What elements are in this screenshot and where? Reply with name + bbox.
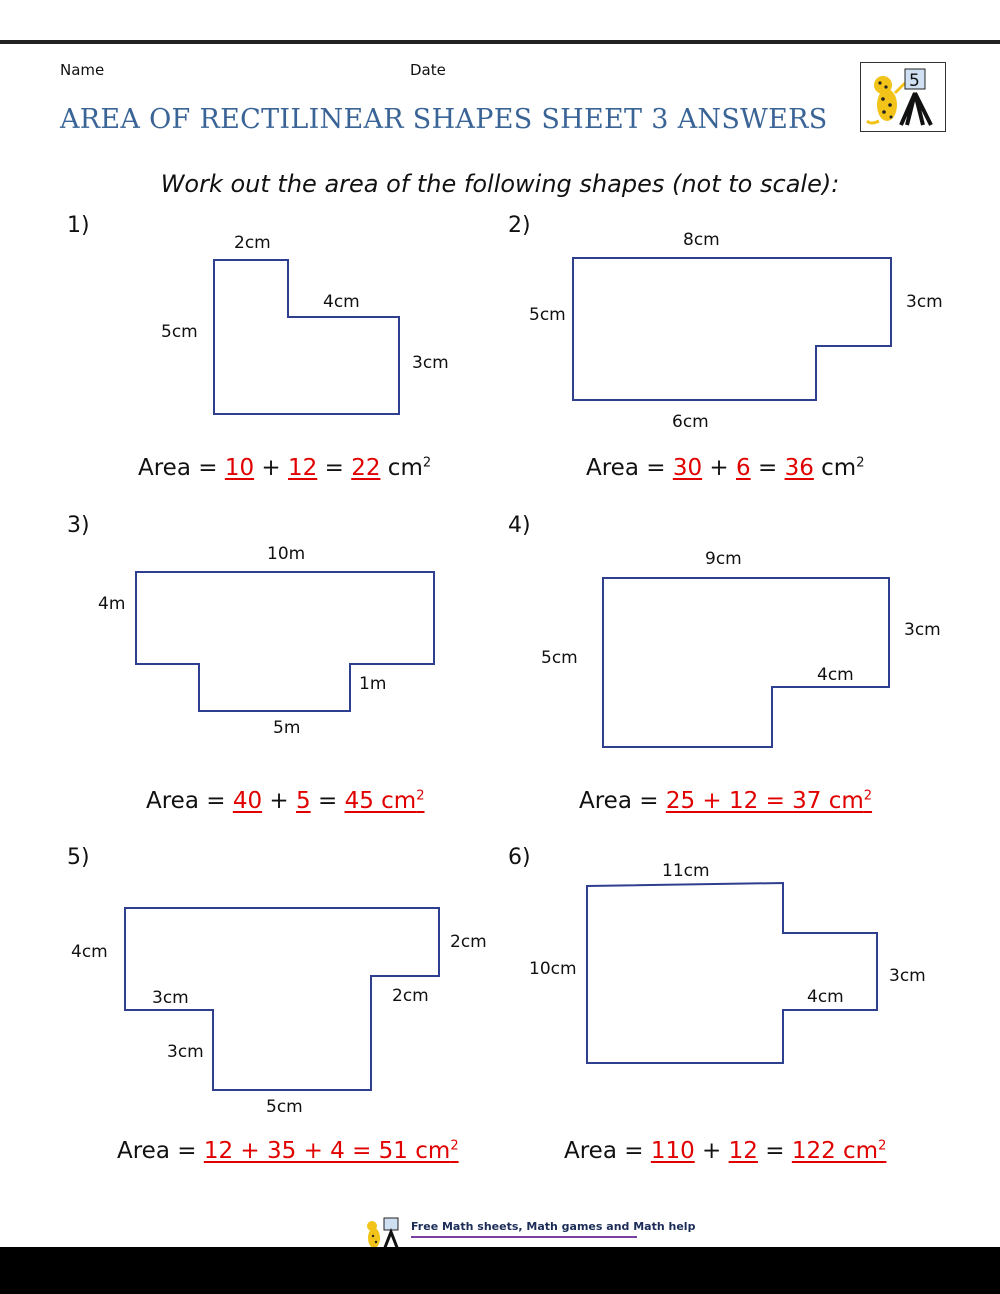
shape-5-label-left: 4cm — [71, 942, 108, 962]
answer-6: Area = 110 + 12 = 122 $cm^2$ — [564, 1138, 887, 1164]
shape-4-label-top: 9cm — [705, 549, 742, 569]
answer-1-part-1: 10 — [224, 455, 255, 481]
logo-number: 5 — [909, 71, 920, 91]
answer-3-exp: 2 — [416, 788, 425, 804]
shape-4 — [603, 578, 889, 747]
page-title: AREA OF RECTILINEAR SHAPES SHEET 3 ANSWERS — [60, 104, 828, 135]
answer-6-part-2: 12 — [728, 1138, 758, 1164]
shape-1-label-left: 5cm — [161, 322, 198, 342]
shape-2-label-right: 3cm — [906, 292, 943, 312]
shape-2-label-bottom: 6cm — [672, 412, 709, 432]
shape-5-label-stem: 3cm — [167, 1042, 204, 1062]
shape-1-label-top: 2cm — [234, 233, 271, 253]
answer-1-part-2: 12 — [288, 455, 318, 481]
answer-3-part-1: 40 — [232, 788, 263, 814]
answer-6-exp: 2 — [878, 1138, 887, 1154]
shape-5-label-right: 2cm — [450, 932, 487, 952]
answer-5-total — [204, 1138, 459, 1164]
question-number-5: 5) — [67, 845, 90, 870]
shape-3-label-step: 1m — [359, 674, 387, 694]
answer-4-prefix: Area = — [579, 788, 666, 814]
shape-1-label-right: 3cm — [412, 353, 449, 373]
question-number-1: 1) — [67, 213, 90, 238]
footer-rule — [411, 1236, 637, 1238]
answer-3: Area = 40 + 5 = 45 $cm^2$ — [146, 788, 425, 814]
answer-3-part-2: 5 — [296, 788, 311, 814]
answer-4-exp: 2 — [863, 788, 873, 804]
shape-6 — [587, 883, 877, 1063]
answer-2-part-1: 30 — [672, 455, 703, 481]
question-number-6: 6) — [508, 845, 531, 870]
name-label: Name — [60, 61, 105, 79]
answer-1-total: 22 — [351, 455, 381, 481]
answer-5 — [117, 1138, 459, 1164]
shape-6-label-right: 3cm — [889, 966, 926, 986]
answer-2-total: 36 — [784, 455, 814, 481]
answer-2-exp: 2 — [856, 455, 865, 471]
question-number-4: 4) — [508, 513, 531, 538]
answer-5-prefix: Area = — [117, 1138, 204, 1164]
answer-4 — [579, 788, 872, 814]
answer-6-total-text: 122 cm — [791, 1138, 879, 1164]
shape-3 — [136, 572, 434, 711]
shape-6-label-step: 4cm — [807, 987, 844, 1007]
answer-3-total — [345, 788, 425, 814]
shape-3-label-top: 10m — [267, 544, 306, 564]
instruction-text: Work out the area of the following shapes (not to scale): — [160, 170, 840, 198]
footer-easel-icon — [384, 1218, 398, 1247]
date-label: Date — [410, 61, 446, 79]
shape-5-label-right-step: 2cm — [392, 986, 429, 1006]
shape-2 — [573, 258, 891, 400]
shape-4-label-right: 3cm — [904, 620, 941, 640]
answer-1-prefix: Area = — [138, 455, 225, 481]
answer-4-text: 25 + 12 = 37 cm — [665, 788, 864, 814]
answer-2: Area = 30 + 6 = 36 $cm^2$ — [586, 455, 865, 481]
question-number-3: 3) — [67, 513, 90, 538]
answer-6-total — [792, 1138, 887, 1164]
shape-2-label-left: 5cm — [529, 305, 566, 325]
footer-logo — [362, 1216, 408, 1247]
answer-3-prefix: Area = — [146, 788, 233, 814]
question-number-2: 2) — [508, 213, 531, 238]
shape-1 — [214, 260, 399, 414]
shape-1-label-step: 4cm — [323, 292, 360, 312]
answer-4-total — [666, 788, 872, 814]
answer-2-part-2: 6 — [736, 455, 751, 481]
shape-5-label-left-step: 3cm — [152, 988, 189, 1008]
answer-1-unit: cm — [387, 455, 423, 481]
answer-2-unit: cm — [821, 455, 857, 481]
answer-5-exp: 2 — [450, 1138, 459, 1154]
answer-3-total-text: 45 cm — [344, 788, 417, 814]
shape-5-label-bottom: 5cm — [266, 1097, 303, 1117]
answer-5-text: 12 + 35 + 4 = 51 cm — [203, 1138, 451, 1164]
answer-2-prefix: Area = — [586, 455, 673, 481]
shape-3-label-bottom: 5m — [273, 718, 301, 738]
shape-4-label-step: 4cm — [817, 665, 854, 685]
shape-4-label-left: 5cm — [541, 648, 578, 668]
answer-6-part-1: 110 — [650, 1138, 695, 1164]
shape-6-label-top: 11cm — [662, 861, 710, 881]
shape-2-label-top: 8cm — [683, 230, 720, 250]
answer-1: Area = 10 + 12 = 22 $cm^2$ — [138, 455, 432, 481]
shape-3-label-left: 4m — [98, 594, 126, 614]
shape-6-label-left: 10cm — [529, 959, 577, 979]
footer-text: Free Math sheets, Math games and Math help — [411, 1220, 696, 1233]
footer-leopard-icon — [367, 1221, 380, 1247]
answer-1-exp: 2 — [422, 455, 432, 471]
answer-6-prefix: Area = — [564, 1138, 651, 1164]
